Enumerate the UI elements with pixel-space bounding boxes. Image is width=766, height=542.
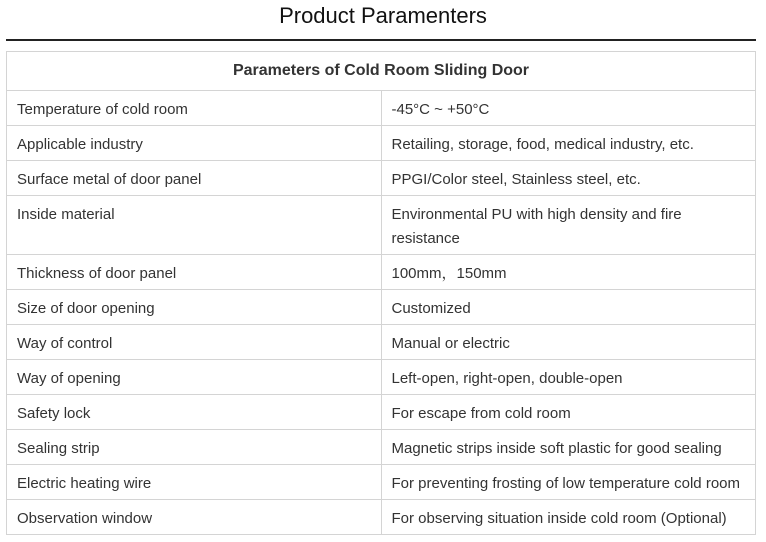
row-label: Way of opening: [7, 360, 382, 395]
row-label: Size of door opening: [7, 290, 382, 325]
table-row: [7, 395, 756, 430]
table-header-row: [7, 52, 756, 91]
row-value: Retailing, storage, food, medical industry, etc.: [381, 126, 756, 161]
page-title: Product Paramenters: [279, 3, 487, 28]
row-value: Manual or electric: [381, 325, 756, 360]
table-row: [7, 360, 756, 395]
row-label: Way of control: [7, 325, 382, 360]
table-row: [7, 465, 756, 500]
row-label: Observation window: [7, 500, 382, 535]
row-label: Temperature of cold room: [7, 91, 382, 126]
parameters-table: [6, 51, 756, 535]
table-row: [7, 500, 756, 535]
row-value: Left-open, right-open, double-open: [381, 360, 756, 395]
row-value: Customized: [381, 290, 756, 325]
row-value: For observing situation inside cold room (Optional): [381, 500, 756, 535]
row-label: Surface metal of door panel: [7, 161, 382, 196]
table-row: [7, 255, 756, 290]
row-label: Electric heating wire: [7, 465, 382, 500]
table-row: [7, 91, 756, 126]
row-value: For preventing frosting of low temperature cold room: [381, 465, 756, 500]
row-label: Inside material: [7, 196, 382, 255]
row-value: 100mm，150mm: [381, 255, 756, 290]
row-label: Safety lock: [7, 395, 382, 430]
row-value: -45°C ~ +50°C: [381, 91, 756, 126]
table-row: [7, 325, 756, 360]
table-row: [7, 196, 756, 255]
row-value: For escape from cold room: [381, 395, 756, 430]
table-row: [7, 290, 756, 325]
row-label: Sealing strip: [7, 430, 382, 465]
row-value: PPGI/Color steel, Stainless steel, etc.: [381, 161, 756, 196]
table-row: [7, 161, 756, 196]
table-row: [7, 430, 756, 465]
table-caption: Parameters of Cold Room Sliding Door: [7, 52, 756, 91]
title-divider: [6, 39, 756, 41]
row-value: Environmental PU with high density and fire resistance: [381, 196, 756, 255]
row-value: Magnetic strips inside soft plastic for good sealing: [381, 430, 756, 465]
row-label: Applicable industry: [7, 126, 382, 161]
table-row: [7, 126, 756, 161]
row-label: Thickness of door panel: [7, 255, 382, 290]
